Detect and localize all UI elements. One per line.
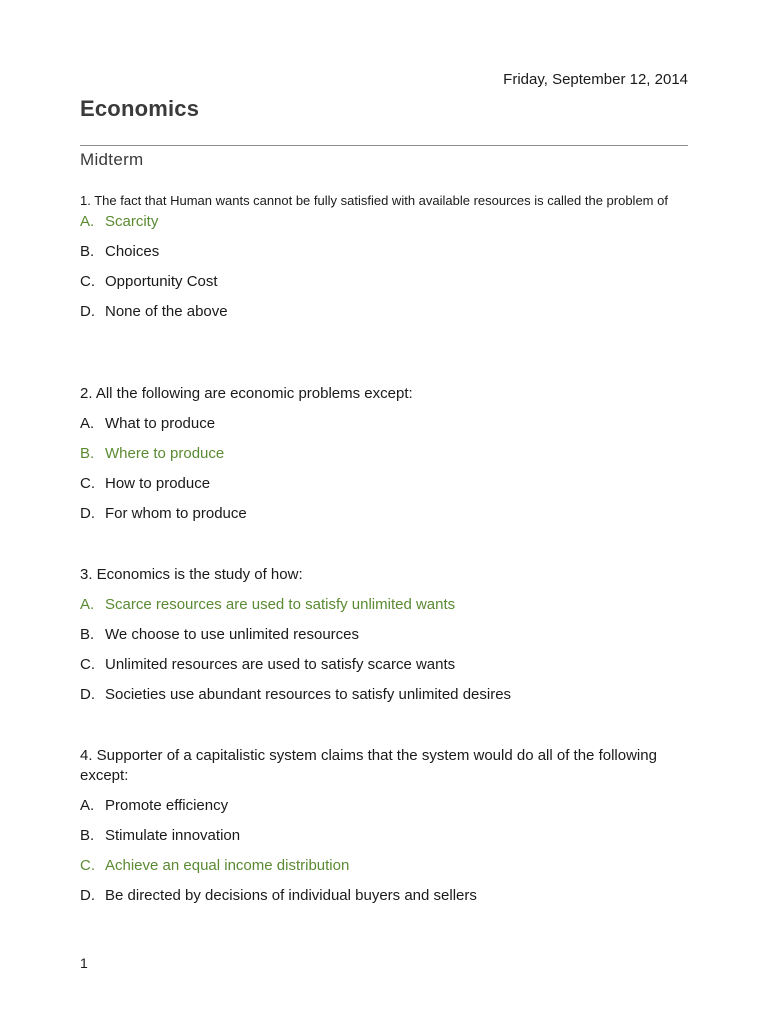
answer-options [80,212,688,332]
option-letter: A. [80,797,95,814]
option-text: We choose to use unlimited resources [105,626,360,643]
question-text: 4. Supporter of a capitalistic system claims that the system would do all of the following except: [80,747,657,784]
document-page [80,0,688,1024]
option-letter: A. [80,596,95,613]
question-1 [80,193,688,332]
document-date: Friday, September 12, 2014 [503,71,688,88]
option-letter: D. [80,686,95,703]
answer-options [80,414,688,534]
option-letter: C. [80,656,95,673]
option-letter: D. [80,303,95,320]
option-text: Unlimited resources are used to satisfy scarce wants [105,656,456,673]
option-text: Promote efficiency [105,797,229,814]
question-4 [80,746,688,916]
option-letter: D. [80,887,95,904]
answer-option [80,414,688,444]
answer-option [80,796,688,826]
answer-option [80,272,688,302]
answer-option [80,504,688,534]
option-text: For whom to produce [105,505,247,522]
option-text: Societies use abundant resources to satisfy unlimited desires [105,686,512,703]
option-letter: B. [80,827,95,844]
page-number: 1 [80,955,88,971]
option-text: None of the above [105,303,228,320]
question-text: 3. Economics is the study of how: [80,566,303,583]
answer-option [80,655,688,685]
answer-option [80,685,688,715]
question-text: 1. The fact that Human wants cannot be fully satisfied with available resources is called the problem of [80,193,668,208]
option-letter: A. [80,213,95,230]
option-text: Stimulate innovation [105,827,241,844]
option-text: Scarce resources are used to satisfy unlimited wants [105,596,456,613]
option-text: Scarcity [105,213,159,230]
option-text: Achieve an equal income distribution [105,857,350,874]
question-2 [80,384,688,534]
option-text: Where to produce [105,445,225,462]
option-letter: D. [80,505,95,522]
answer-option [80,242,688,272]
option-letter: A. [80,415,95,432]
answer-option [80,886,688,916]
option-text: How to produce [105,475,211,492]
answer-option [80,302,688,332]
question-3 [80,565,688,715]
answer-option [80,595,688,625]
document-title: Economics [80,96,200,121]
option-letter: B. [80,445,95,462]
option-text: Choices [105,243,160,260]
answer-option [80,856,688,886]
answer-options [80,595,688,715]
option-letter: C. [80,273,95,290]
answer-option [80,444,688,474]
answer-option [80,212,688,242]
answer-options [80,796,688,916]
answer-option [80,474,688,504]
title-divider [80,145,688,146]
answer-option [80,625,688,655]
answer-option [80,826,688,856]
document-subtitle: Midterm [80,150,144,169]
option-text: Be directed by decisions of individual buyers and sellers [105,887,477,904]
option-letter: B. [80,243,95,260]
option-letter: C. [80,857,95,874]
option-letter: C. [80,475,95,492]
option-letter: B. [80,626,95,643]
option-text: What to produce [105,415,216,432]
question-text: 2. All the following are economic problems except: [80,385,413,402]
option-text: Opportunity Cost [105,273,218,290]
